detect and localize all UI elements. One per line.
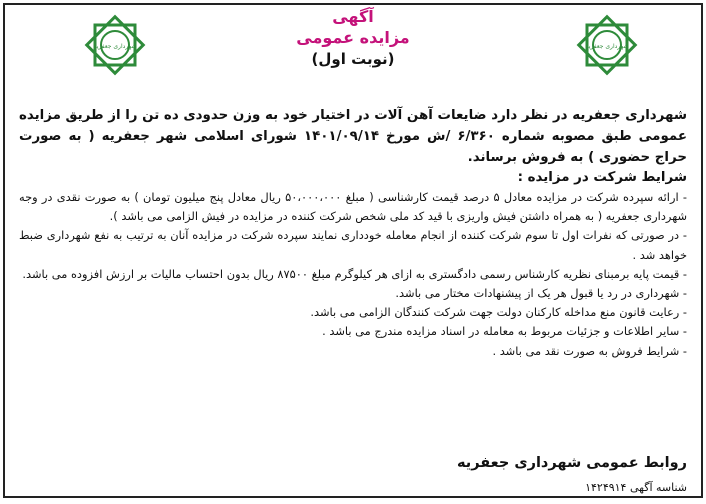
list-item: - در صورتی که نفرات اول تا سوم شرکت کننده از انجام معامله خودداری نمایند سپرده شرکت در مزایده آنان به ترتیب به نفع شهرداری ضبط خواهد شد . xyxy=(19,228,687,262)
signature: روابط عمومی شهرداری جعفریه xyxy=(456,455,687,471)
conditions-list xyxy=(19,188,687,361)
announcement-page xyxy=(3,3,703,498)
announcement-subtitle: مزایده عمومی xyxy=(296,28,410,47)
list-item: - ارائه سپرده شرکت در مزایده معادل ۵ درصد قیمت کارشناسی ( مبلغ ۵۰،۰۰۰،۰۰۰ ریال معادل پنج میلیون تومان ) به صورت نقدی در وجه شهرداری جعفریه ( به همراه داشتن فیش واریزی با قید کد ملی شخص شرکت کننده در مزایده در فیش الزامی می باشد ). xyxy=(19,190,687,224)
list-item: - شرایط فروش به صورت نقد می باشد . xyxy=(492,343,687,358)
logo-text: شهرداری جعفریه xyxy=(93,43,137,50)
list-item: - سایر اطلاعات و جزئیات مربوط به معامله در اسناد مزایده مندرج می باشد . xyxy=(322,324,687,339)
announcement-round: (نوبت اول) xyxy=(311,50,395,68)
intro-paragraph: شهرداری جعفریه در نظر دارد ضایعات آهن آلات در اختیار خود به وزن حدودی ده تن را از طریق مزایده عمومی طبق مصوبه شماره ۶/۳۶۰ /ش مورخ ۱۴۰۱/۰۹/۱۴ شورای اسلامی شهر جعفریه ( به صورت حراج حضوری ) به فروش برساند. xyxy=(19,108,687,165)
ad-id: شناسه آگهی ۱۴۲۴۹۱۴ xyxy=(585,481,687,494)
list-item: - قیمت پایه برمبنای نظریه کارشناس رسمی دادگستری به ازای هر کیلوگرم مبلغ ۸۷۵۰۰ ریال بدون احتساب مالیات بر ارزش افزوده می باشد. xyxy=(22,266,687,281)
conditions-title: شرایط شرکت در مزایده : xyxy=(517,170,687,185)
announcement-title: آگهی xyxy=(332,7,374,26)
announcement-body xyxy=(19,105,687,361)
list-item: - شهرداری در رد یا قبول هر یک از پیشنهادات مختار می باشد. xyxy=(395,286,687,301)
announcement-header xyxy=(5,7,701,69)
list-item: - رعایت قانون منع مداخله کارکنان دولت جهت شرکت کنندگان الزامی می باشد. xyxy=(310,305,687,320)
logo-text: شهرداری جعفریه xyxy=(585,43,629,50)
